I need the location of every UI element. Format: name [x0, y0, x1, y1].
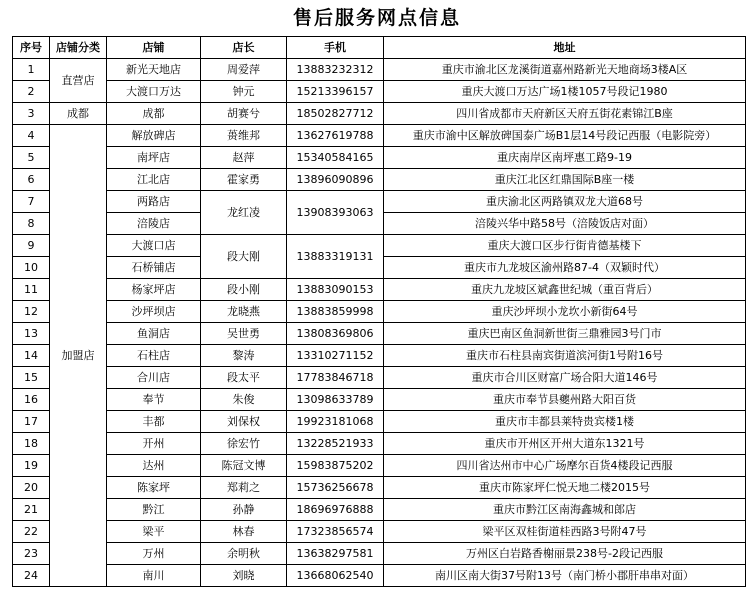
cell-store: 黔江 [107, 499, 201, 521]
cell-address: 重庆沙坪坝小龙坎小新街64号 [384, 301, 746, 323]
table-row [13, 433, 746, 455]
cell-store: 石柱店 [107, 345, 201, 367]
table-row [13, 477, 746, 499]
cell-manager: 段太平 [201, 367, 287, 389]
table-row [13, 125, 746, 147]
cell-store: 万州 [107, 543, 201, 565]
cell-address: 重庆市陈家坪仁悦天地二楼2015号 [384, 477, 746, 499]
cell-store: 成都 [107, 103, 201, 125]
cell-address: 重庆市黔江区南海鑫城和郎店 [384, 499, 746, 521]
table-row [13, 521, 746, 543]
cell-index: 21 [13, 499, 50, 521]
cell-phone: 17323856574 [287, 521, 384, 543]
cell-store: 石桥铺店 [107, 257, 201, 279]
cell-store: 达州 [107, 455, 201, 477]
cell-index: 12 [13, 301, 50, 323]
cell-manager: 赵萍 [201, 147, 287, 169]
cell-manager: 吴世勇 [201, 323, 287, 345]
cell-phone: 13228521933 [287, 433, 384, 455]
cell-address: 重庆市奉节县夔州路大阳百货 [384, 389, 746, 411]
cell-index: 19 [13, 455, 50, 477]
cell-store: 解放碑店 [107, 125, 201, 147]
cell-index: 23 [13, 543, 50, 565]
cell-phone: 18696976888 [287, 499, 384, 521]
cell-manager: 刘保权 [201, 411, 287, 433]
cell-index: 6 [13, 169, 50, 191]
cell-manager: 黎涛 [201, 345, 287, 367]
cell-manager: 陈冠文博 [201, 455, 287, 477]
cell-store: 大渡口店 [107, 235, 201, 257]
table-row [13, 81, 746, 103]
cell-phone: 17783846718 [287, 367, 384, 389]
cell-manager: 朱俊 [201, 389, 287, 411]
cell-store: 陈家坪 [107, 477, 201, 499]
cell-store: 涪陵店 [107, 213, 201, 235]
header-store: 店铺 [107, 37, 201, 59]
cell-phone: 13883232312 [287, 59, 384, 81]
service-outlet-table [12, 36, 746, 587]
table-row [13, 301, 746, 323]
cell-address: 重庆南岸区南坪惠工路9-19 [384, 147, 746, 169]
table-row [13, 147, 746, 169]
cell-phone: 13883090153 [287, 279, 384, 301]
header-manager: 店长 [201, 37, 287, 59]
cell-manager: 段大刚 [201, 235, 287, 279]
cell-index: 3 [13, 103, 50, 125]
cell-manager: 霍家勇 [201, 169, 287, 191]
cell-phone: 15736256678 [287, 477, 384, 499]
cell-manager: 郑莉之 [201, 477, 287, 499]
cell-store: 梁平 [107, 521, 201, 543]
cell-index: 24 [13, 565, 50, 587]
cell-index: 5 [13, 147, 50, 169]
cell-address: 重庆市开州区开州大道东1321号 [384, 433, 746, 455]
cell-address: 重庆大渡口区步行街肯德基楼下 [384, 235, 746, 257]
cell-store: 南坪店 [107, 147, 201, 169]
cell-manager: 段小刚 [201, 279, 287, 301]
cell-address: 梁平区双桂街道桂西路3号附47号 [384, 521, 746, 543]
cell-phone: 18502827712 [287, 103, 384, 125]
cell-index: 18 [13, 433, 50, 455]
cell-index: 4 [13, 125, 50, 147]
cell-manager: 周爱萍 [201, 59, 287, 81]
cell-phone: 15213396157 [287, 81, 384, 103]
cell-address: 南川区南大街37号附13号（南门桥小郡肝串串对面） [384, 565, 746, 587]
cell-phone: 13098633789 [287, 389, 384, 411]
cell-store: 杨家坪店 [107, 279, 201, 301]
cell-index: 15 [13, 367, 50, 389]
cell-manager: 余明秋 [201, 543, 287, 565]
cell-category: 成都 [50, 103, 107, 125]
cell-index: 13 [13, 323, 50, 345]
cell-phone: 13896090896 [287, 169, 384, 191]
cell-phone: 15983875202 [287, 455, 384, 477]
cell-index: 10 [13, 257, 50, 279]
cell-address: 万州区白岩路香榭丽景238号-2段记西服 [384, 543, 746, 565]
page-title: 售后服务网点信息 [292, 7, 461, 29]
cell-address: 四川省成都市天府新区天府五街花素锦江B座 [384, 103, 746, 125]
cell-index: 20 [13, 477, 50, 499]
cell-category: 加盟店 [50, 125, 107, 587]
table-row [13, 367, 746, 389]
cell-manager: 林春 [201, 521, 287, 543]
cell-phone: 13883319131 [287, 235, 384, 279]
cell-address: 重庆市合川区财富广场合阳大道146号 [384, 367, 746, 389]
cell-address: 重庆市九龙坡区渝州路87-4（双颖时代） [384, 257, 746, 279]
cell-store: 合川店 [107, 367, 201, 389]
cell-store: 开州 [107, 433, 201, 455]
cell-phone: 19923181068 [287, 411, 384, 433]
cell-address: 重庆市石柱县南宾街道滨河街1号附16号 [384, 345, 746, 367]
cell-store: 江北店 [107, 169, 201, 191]
cell-manager: 龙红凌 [201, 191, 287, 235]
cell-manager: 蒉维邦 [201, 125, 287, 147]
cell-address: 重庆巴南区鱼洞新世街三鼎雅园3号门市 [384, 323, 746, 345]
cell-category: 直营店 [50, 59, 107, 103]
table-row [13, 389, 746, 411]
header-address: 地址 [384, 37, 746, 59]
cell-store: 大渡口万达 [107, 81, 201, 103]
cell-index: 8 [13, 213, 50, 235]
cell-index: 1 [13, 59, 50, 81]
cell-phone: 13808369806 [287, 323, 384, 345]
table-row [13, 565, 746, 587]
cell-store: 丰都 [107, 411, 201, 433]
table-row [13, 235, 746, 257]
cell-store: 鱼洞店 [107, 323, 201, 345]
table-row [13, 59, 746, 81]
cell-manager: 胡赛兮 [201, 103, 287, 125]
table-row [13, 103, 746, 125]
header-index: 序号 [13, 37, 50, 59]
table-row [13, 191, 746, 213]
table-row [13, 411, 746, 433]
cell-store: 奉节 [107, 389, 201, 411]
cell-phone: 15340584165 [287, 147, 384, 169]
cell-address: 重庆市渝北区龙溪街道嘉州路新光天地商场3楼A区 [384, 59, 746, 81]
cell-phone: 13908393063 [287, 191, 384, 235]
cell-store: 新光天地店 [107, 59, 201, 81]
cell-phone: 13627619788 [287, 125, 384, 147]
cell-phone: 13310271152 [287, 345, 384, 367]
cell-index: 7 [13, 191, 50, 213]
cell-store: 南川 [107, 565, 201, 587]
cell-address: 重庆江北区红鼎国际B座一楼 [384, 169, 746, 191]
cell-address: 四川省达州市中心广场摩尔百货4楼段记西服 [384, 455, 746, 477]
header-category: 店铺分类 [50, 37, 107, 59]
cell-index: 11 [13, 279, 50, 301]
cell-index: 17 [13, 411, 50, 433]
cell-store: 两路店 [107, 191, 201, 213]
cell-phone: 13668062540 [287, 565, 384, 587]
cell-manager: 刘晓 [201, 565, 287, 587]
cell-index: 14 [13, 345, 50, 367]
table-row [13, 279, 746, 301]
cell-store: 沙坪坝店 [107, 301, 201, 323]
cell-index: 22 [13, 521, 50, 543]
cell-address: 重庆九龙坡区斌鑫世纪城（重百背后） [384, 279, 746, 301]
table-row [13, 323, 746, 345]
cell-manager: 孙静 [201, 499, 287, 521]
cell-phone: 13638297581 [287, 543, 384, 565]
cell-address: 重庆市丰都县莱特贵宾楼1楼 [384, 411, 746, 433]
table-row [13, 455, 746, 477]
header-phone: 手机 [287, 37, 384, 59]
cell-manager: 钟元 [201, 81, 287, 103]
cell-address: 重庆市渝中区解放碑国泰广场B1层14号段记西服（电影院旁） [384, 125, 746, 147]
cell-address: 重庆大渡口万达广场1楼1057号段记1980 [384, 81, 746, 103]
cell-phone: 13883859998 [287, 301, 384, 323]
cell-index: 16 [13, 389, 50, 411]
table-row [13, 499, 746, 521]
cell-index: 9 [13, 235, 50, 257]
cell-manager: 徐宏竹 [201, 433, 287, 455]
table-row [13, 345, 746, 367]
table-row [13, 543, 746, 565]
table-row [13, 169, 746, 191]
cell-address: 重庆渝北区两路镇双龙大道68号 [384, 191, 746, 213]
table-header-row [13, 37, 746, 59]
cell-manager: 龙晓燕 [201, 301, 287, 323]
cell-index: 2 [13, 81, 50, 103]
cell-address: 涪陵兴华中路58号（涪陵饭店对面） [384, 213, 746, 235]
